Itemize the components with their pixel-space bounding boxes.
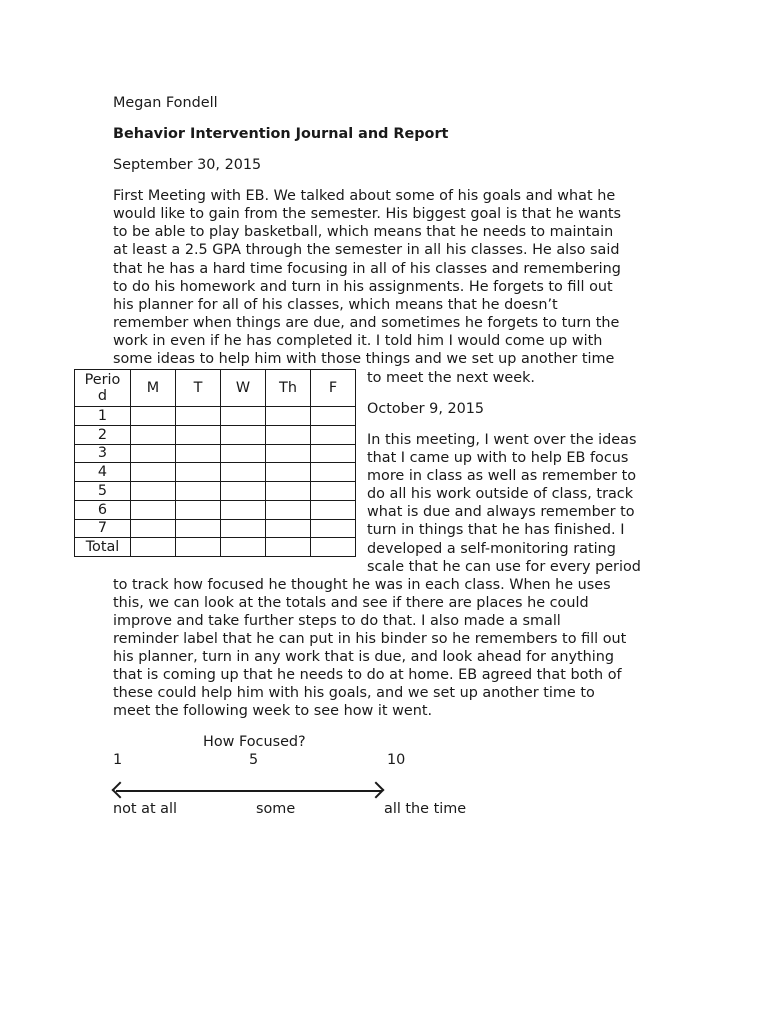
rating-cell xyxy=(311,482,356,501)
rating-cell xyxy=(131,463,176,482)
rating-cell xyxy=(176,463,221,482)
rating-cell xyxy=(176,444,221,463)
period-header-line1: Perio xyxy=(84,372,121,389)
rating-cell xyxy=(176,482,221,501)
period-label: 3 xyxy=(75,444,131,463)
rating-cell xyxy=(176,500,221,519)
entry2-line: that is coming up that he needs to do at home. EB agreed that both of xyxy=(113,667,622,683)
rating-cell xyxy=(176,407,221,426)
arrow-left-icon xyxy=(112,782,129,799)
period-label: 4 xyxy=(75,463,131,482)
entry1-line: work in even if he has completed it. I told him I would come up with xyxy=(113,333,603,349)
scale-number-high: 10 xyxy=(387,752,406,768)
day-header-thursday: Th xyxy=(266,370,311,407)
rating-cell xyxy=(266,407,311,426)
rating-cell xyxy=(311,519,356,538)
period-label: 7 xyxy=(75,519,131,538)
rating-cell xyxy=(131,500,176,519)
entry2-line: this, we can look at the totals and see if there are places he could xyxy=(113,595,589,611)
period-label: 5 xyxy=(75,482,131,501)
rating-cell xyxy=(131,482,176,501)
entry2-line: that I came up with to help EB focus xyxy=(367,450,629,466)
table-row xyxy=(75,519,356,538)
table-row xyxy=(75,482,356,501)
entry2-line: In this meeting, I went over the ideas xyxy=(367,432,637,448)
entry2-date: October 9, 2015 xyxy=(367,401,485,417)
entry1-line: First Meeting with EB. We talked about some of his goals and what he xyxy=(113,188,616,204)
rating-cell xyxy=(311,538,356,557)
entry1-line: that he has a hard time focusing in all of his classes and remembering xyxy=(113,261,621,277)
rating-cell xyxy=(221,463,266,482)
entry1-line: to meet the next week. xyxy=(367,370,535,386)
self-monitoring-rating-table xyxy=(74,369,356,557)
rating-cell xyxy=(266,500,311,519)
rating-cell xyxy=(131,538,176,557)
entry2-line: these could help him with his goals, and we set up another time to xyxy=(113,685,595,701)
period-label: 1 xyxy=(75,407,131,426)
rating-cell xyxy=(311,444,356,463)
entry2-line: reminder label that he can put in his binder so he remembers to fill out xyxy=(113,631,627,647)
entry2-line: what is due and always remember to xyxy=(367,504,635,520)
total-label: Total xyxy=(75,538,131,557)
entry2-line: do all his work outside of class, track xyxy=(367,486,634,502)
period-header-line2: d xyxy=(97,388,108,405)
rating-cell xyxy=(221,500,266,519)
table-row xyxy=(75,407,356,426)
author-name: Megan Fondell xyxy=(113,95,218,111)
table-row xyxy=(75,425,356,444)
rating-cell xyxy=(131,407,176,426)
scale-number-low: 1 xyxy=(113,752,123,768)
entry2-line: improve and take further steps to do that. I also made a small xyxy=(113,613,561,629)
rating-cell xyxy=(266,444,311,463)
entry2-line: his planner, turn in any work that is due, and look ahead for anything xyxy=(113,649,614,665)
arrow-right-icon xyxy=(368,782,385,799)
rating-cell xyxy=(266,519,311,538)
rating-cell xyxy=(221,425,266,444)
document-title: Behavior Intervention Journal and Report xyxy=(113,126,449,142)
rating-cell xyxy=(266,463,311,482)
period-label: 2 xyxy=(75,425,131,444)
entry2-line: more in class as well as remember to xyxy=(367,468,637,484)
scale-label-high: all the time xyxy=(384,801,467,817)
scale-label-low: not at all xyxy=(113,801,177,817)
scale-label-mid: some xyxy=(256,801,296,817)
day-header-friday: F xyxy=(311,370,356,407)
scale-double-arrow-line xyxy=(116,790,382,792)
entry1-line: remember when things are due, and sometimes he forgets to turn the xyxy=(113,315,620,331)
rating-cell xyxy=(221,538,266,557)
entry1-date: September 30, 2015 xyxy=(113,157,262,173)
day-header-tuesday: T xyxy=(176,370,221,407)
rating-cell xyxy=(176,519,221,538)
entry1-line: to do his homework and turn in his assignments. He forgets to fill out xyxy=(113,279,613,295)
entry2-line: to track how focused he thought he was in each class. When he uses xyxy=(113,577,611,593)
rating-cell xyxy=(266,482,311,501)
rating-cell xyxy=(221,444,266,463)
entry2-line: turn in things that he has finished. I xyxy=(367,522,625,538)
rating-cell xyxy=(311,425,356,444)
period-label: 6 xyxy=(75,500,131,519)
entry1-line: to be able to play basketball, which means that he needs to maintain xyxy=(113,224,614,240)
table-header-row xyxy=(75,370,356,407)
rating-cell xyxy=(131,444,176,463)
entry2-line: scale that he can use for every period xyxy=(367,559,641,575)
entry2-line: developed a self-monitoring rating xyxy=(367,541,616,557)
rating-cell xyxy=(311,407,356,426)
rating-cell xyxy=(131,519,176,538)
rating-cell xyxy=(221,482,266,501)
scale-title: How Focused? xyxy=(203,734,306,750)
table-row xyxy=(75,500,356,519)
entry1-line: would like to gain from the semester. His biggest goal is that he wants xyxy=(113,206,621,222)
rating-cell xyxy=(176,425,221,444)
entry1-line: his planner for all of his classes, which means that he doesn’t xyxy=(113,297,558,313)
rating-cell xyxy=(221,519,266,538)
table-row xyxy=(75,463,356,482)
table-row xyxy=(75,444,356,463)
period-header xyxy=(75,370,131,407)
day-header-monday: M xyxy=(131,370,176,407)
entry1-line: some ideas to help him with those things and we set up another time xyxy=(113,351,615,367)
scale-number-mid: 5 xyxy=(249,752,259,768)
rating-cell xyxy=(131,425,176,444)
rating-cell xyxy=(266,425,311,444)
entry1-line: at least a 2.5 GPA through the semester in all his classes. He also said xyxy=(113,242,620,258)
table-total-row xyxy=(75,538,356,557)
rating-cell xyxy=(311,500,356,519)
rating-cell xyxy=(266,538,311,557)
rating-cell xyxy=(311,463,356,482)
entry2-line: meet the following week to see how it went. xyxy=(113,703,433,719)
day-header-wednesday: W xyxy=(221,370,266,407)
rating-cell xyxy=(176,538,221,557)
rating-cell xyxy=(221,407,266,426)
